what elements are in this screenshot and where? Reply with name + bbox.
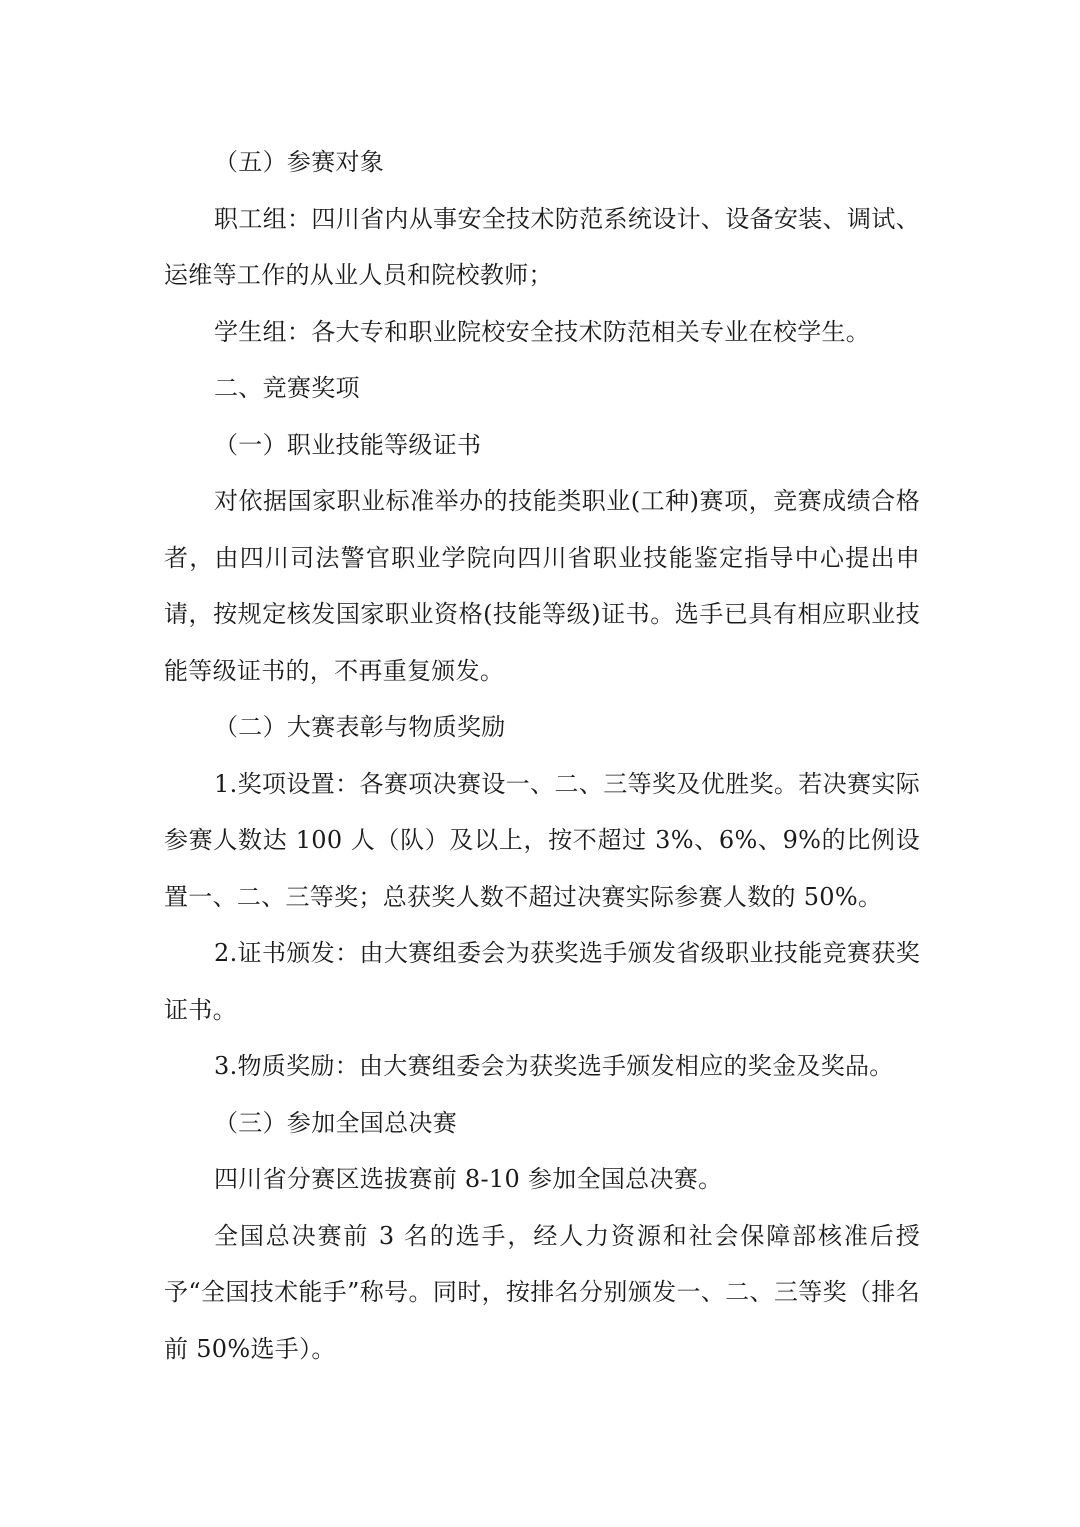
- section-heading-awards: 二、竞赛奖项: [214, 374, 360, 402]
- section-heading-participants: （五）参赛对象: [214, 148, 385, 176]
- paragraph-national-award: 全国总决赛前 3 名的选手，经人力资源和社会保障部核准后授予“全国技术能手”称号。同时，按排名分别颁发一、二、三等奖（排名前 50%选手）。: [164, 1221, 920, 1363]
- paragraph-student-group: 学生组：各大专和职业院校安全技术防范相关专业在校学生。: [214, 317, 871, 346]
- document-page: [164, 134, 920, 1377]
- paragraph-award-setup: 1.奖项设置：各赛项决赛设一、二、三等奖及优胜奖。若决赛实际参赛人数达 100 人（队）及以上，按不超过 3%、6%、9%的比例设置一、二、三等奖；总获奖人数不超过决赛实际参赛人数的 50%。: [164, 769, 920, 911]
- paragraph-selection: 四川省分赛区选拔赛前 8-10 参加全国总决赛。: [214, 1165, 723, 1193]
- paragraph-certificate: 对依据国家职业标准举办的技能类职业(工种)赛项，竞赛成绩合格者，由四川司法警官职业学院向四川省职业技能鉴定指导中心提出申请，按规定核发国家职业资格(技能等级)证书。选手已具有相应职业技能等级证书的，不再重复颁发。: [164, 487, 920, 685]
- paragraph-certificate-issue: 2.证书颁发：由大赛组委会为获奖选手颁发省级职业技能竞赛获奖证书。: [164, 939, 920, 1024]
- subheading-certificate: （一）职业技能等级证书: [214, 430, 482, 459]
- subheading-commendation: （二）大赛表彰与物质奖励: [214, 713, 506, 741]
- subheading-national-final: （三）参加全国总决赛: [214, 1108, 457, 1137]
- paragraph-material-reward: 3.物质奖励：由大赛组委会为获奖选手颁发相应的奖金及奖品。: [214, 1052, 894, 1080]
- paragraph-staff-group: 职工组：四川省内从事安全技术防范系统设计、设备安装、调试、运维等工作的从业人员和院校教师；: [164, 204, 920, 289]
